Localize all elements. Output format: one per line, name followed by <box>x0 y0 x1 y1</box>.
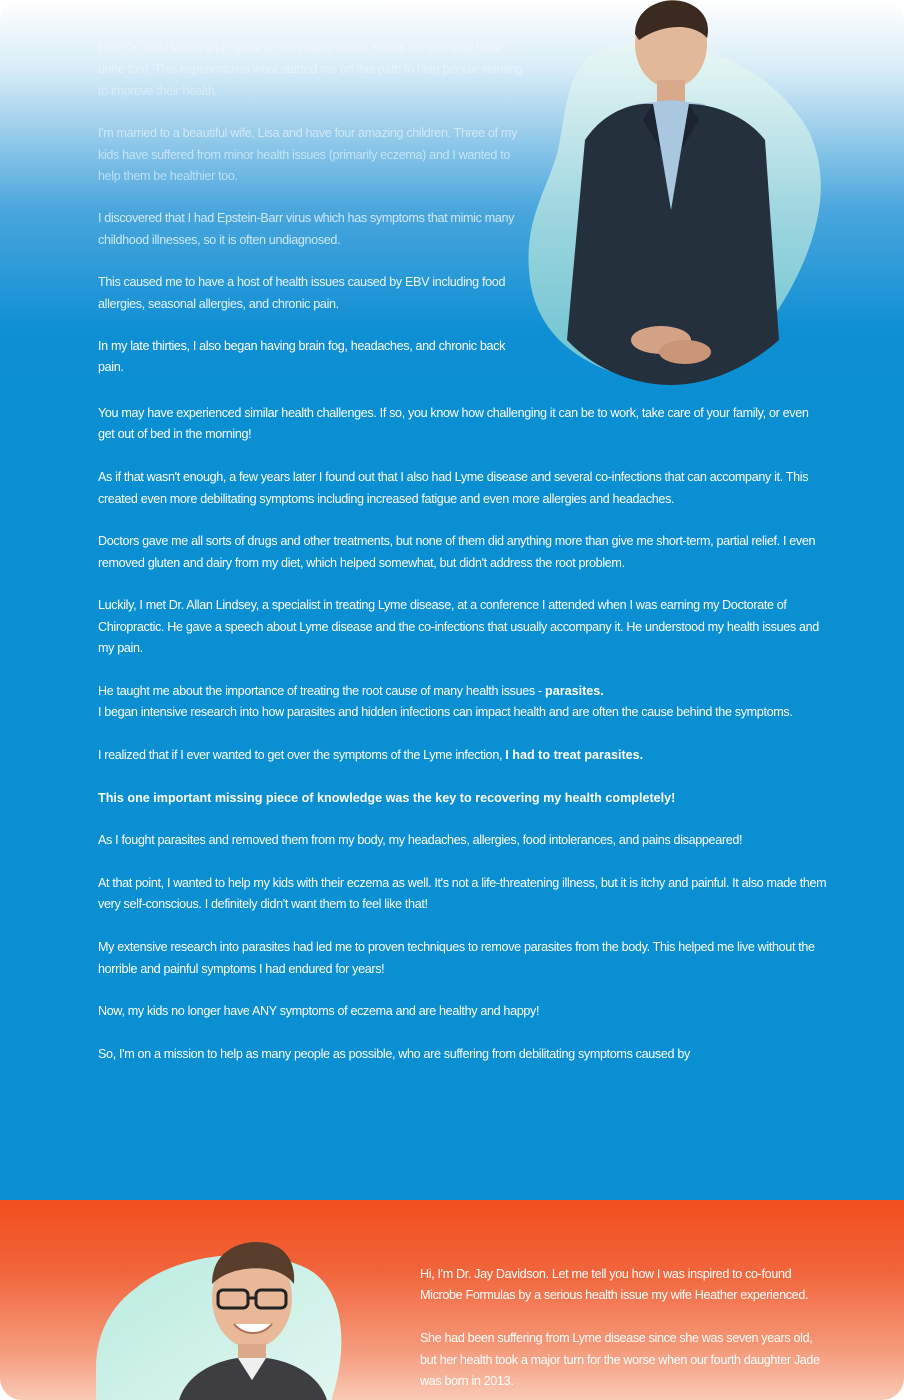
story-paragraph: So, I'm on a mission to help as many people as possible, who are suffering from debilitating symptoms caused by <box>98 1046 690 1061</box>
intro-paragraph: I discovered that I had Epstein-Barr virus which has symptoms that mimic many childhood illnesses, so it is often undiagnosed. <box>98 211 515 247</box>
story-paragraph: At that point, I wanted to help my kids with their eczema as well. It's not a life-threatening illness, but it is itchy and painful. It also made them very self-conscious. I definitely didn't want them to feel like that! <box>98 876 827 912</box>
intro-paragraph: In my late thirties, I also began having brain fog, headaches, and chronic back pain. <box>98 339 506 375</box>
story-text: I began intensive research into how parasites and hidden infections can impact health and are often the cause behind the symptoms. <box>98 705 793 720</box>
intro-paragraph: I'm married to a beautiful wife, Lisa and have four amazing children. Three of my kids have suffered from minor health issues (primarily eczema) and I wanted to help them be healthier too. <box>98 126 518 184</box>
story-text: He taught me about the importance of treating the root cause of many health issues - <box>98 683 545 698</box>
story-paragraph: Luckily, I met Dr. Allan Lindsey, a specialist in treating Lyme disease, at a conference I attended when I was earning my Doctorate of Chiropractic. He gave a speech about Lyme disease and the co-infections that usually accompany it. He understood my health issues and my pain. <box>98 598 819 656</box>
story-paragraph: As if that wasn't enough, a few years later I found out that I also had Lyme disease and several co-infections that can accompany it. This created even more debilitating symptoms including increased fatigue and even more allergies and headaches. <box>98 470 809 506</box>
intro-text-column <box>98 38 528 400</box>
jay-story-paragraph: Hi, I'm Dr. Jay Davidson. Let me tell you how I was inspired to co-found Microbe Formulas by a serious health issue my wife Heather experienced. <box>420 1267 809 1303</box>
story-paragraph: Now, my kids no longer have ANY symptoms of eczema and are healthy and happy! <box>98 1004 540 1019</box>
story-paragraph <box>98 681 828 724</box>
story-paragraph: My extensive research into parasites had led me to proven techniques to remove parasites from the body. This helped me live without the horrible and painful symptoms I had endured for years! <box>98 940 815 976</box>
story-paragraph <box>98 788 828 809</box>
story-bold-text: This one important missing piece of knowledge was the key to recovering my health completely! <box>98 790 676 805</box>
intro-paragraph: I am Dr. Todd Watts and I grew up with many health issues (as you may have done too). This experience is what started me on this path to help people wanting to improve their health. <box>98 41 523 98</box>
story-text-column <box>98 403 828 1087</box>
story-bold-text: parasites. <box>545 683 604 698</box>
intro-paragraph: This caused me to have a host of health issues caused by EBV including food allergies, seasonal allergies, and chronic pain. <box>98 275 506 311</box>
dr-jay-davidson-photo <box>168 1240 338 1400</box>
story-paragraph: You may have experienced similar health challenges. If so, you know how challenging it can be to work, take care of your family, or even get out of bed in the morning! <box>98 406 809 442</box>
jay-story-paragraph: She had been suffering from Lyme disease since she was seven years old, but her health took a major turn for the worse when our fourth daughter Jade was born in 2013. <box>420 1331 820 1388</box>
story-text: I realized that if I ever wanted to get over the symptoms of the Lyme infection, <box>98 747 506 762</box>
story-paragraph: As I fought parasites and removed them from my body, my headaches, allergies, food intolerances, and pains disappeared! <box>98 833 743 848</box>
story-paragraph: Doctors gave me all sorts of drugs and other treatments, but none of them did anything more than give me short-term, partial relief. I even removed gluten and dairy from my diet, which helped somewhat, but didn't address the root problem. <box>98 534 816 570</box>
story-paragraph <box>98 745 828 766</box>
dr-todd-watts-photo <box>565 0 785 385</box>
story-bold-text: I had to treat parasites. <box>505 747 644 762</box>
jay-story-text-column <box>420 1264 820 1400</box>
